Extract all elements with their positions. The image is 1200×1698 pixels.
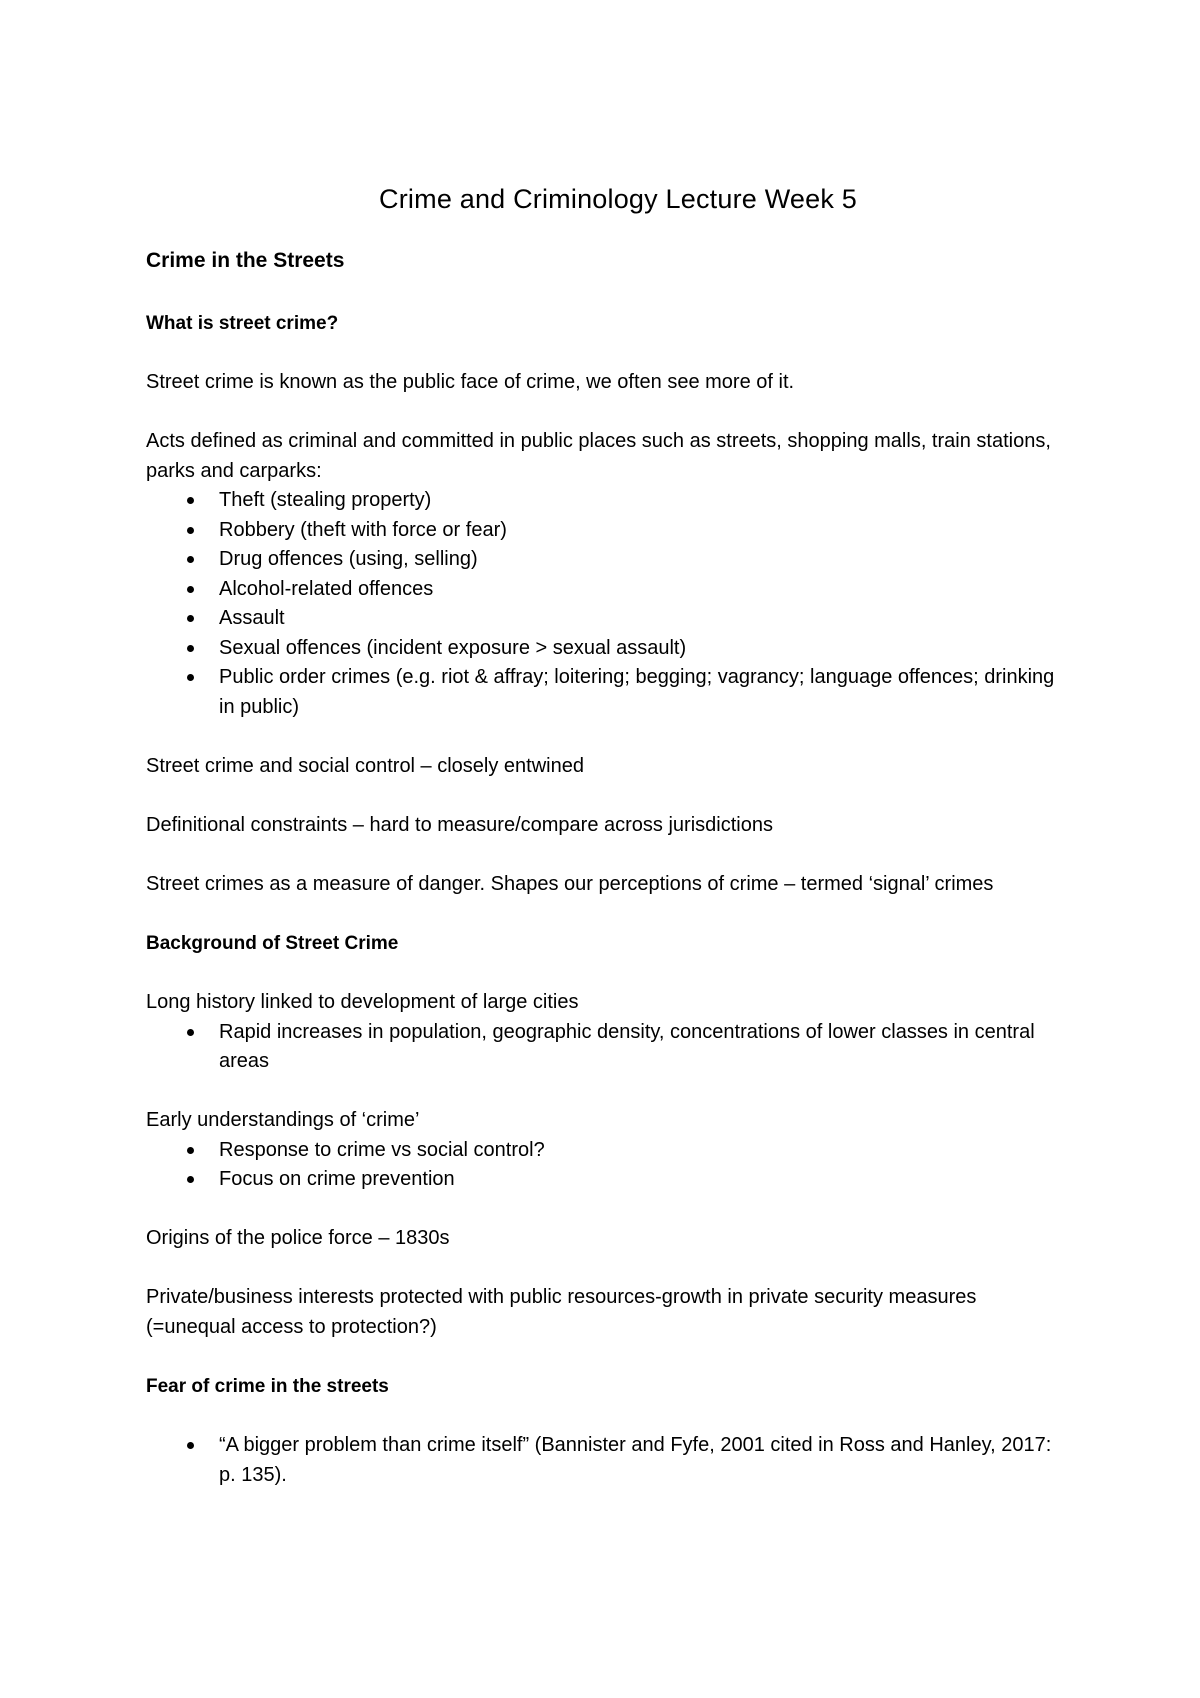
list-item: Sexual offences (incident exposure > sexual assault) bbox=[146, 634, 1070, 664]
crime-types-list bbox=[146, 486, 1070, 722]
spacer bbox=[146, 1254, 1070, 1284]
bullet-icon bbox=[187, 615, 194, 622]
bullet-icon bbox=[187, 556, 194, 563]
list-item: Theft (stealing property) bbox=[146, 486, 1070, 516]
understandings-list bbox=[146, 1136, 1070, 1195]
paragraph-signal-crimes: Street crimes as a measure of danger. Shapes our perceptions of crime – termed ‘signal’ crimes bbox=[146, 872, 994, 895]
paragraph-private-interests: Private/business interests protected with public resources-growth in private security measures (=unequal access to protection?) bbox=[146, 1286, 977, 1338]
list-item: Rapid increases in population, geographic density, concentrations of lower classes in central areas bbox=[146, 1018, 1070, 1077]
bullet-icon bbox=[187, 497, 194, 504]
spacer bbox=[146, 279, 1070, 309]
spacer bbox=[146, 959, 1070, 989]
list-item: Drug offences (using, selling) bbox=[146, 545, 1070, 575]
history-list bbox=[146, 1018, 1070, 1077]
spacer bbox=[146, 840, 1070, 870]
paragraph-long-history: Long history linked to development of large cities bbox=[146, 991, 579, 1013]
list-item: Response to crime vs social control? bbox=[146, 1136, 1070, 1166]
list-item: Public order crimes (e.g. riot & affray; loitering; begging; vagrancy; language offences; drinking in public) bbox=[146, 663, 1070, 722]
bullet-icon bbox=[187, 1029, 194, 1036]
paragraph-early-understandings: Early understandings of ‘crime’ bbox=[146, 1109, 420, 1131]
paragraph-police-origins: Origins of the police force – 1830s bbox=[146, 1227, 450, 1249]
paragraph-definitional: Definitional constraints – hard to measure/compare across jurisdictions bbox=[146, 813, 773, 836]
bullet-icon bbox=[187, 1147, 194, 1154]
paragraph-public-face: Street crime is known as the public face of crime, we often see more of it. bbox=[146, 371, 795, 393]
spacer bbox=[146, 899, 1070, 929]
bullet-icon bbox=[187, 527, 194, 534]
list-item: Assault bbox=[146, 604, 1070, 634]
background-heading: Background of Street Crime bbox=[146, 932, 399, 954]
spacer bbox=[146, 722, 1070, 752]
question-heading: What is street crime? bbox=[146, 312, 339, 334]
bullet-icon bbox=[187, 1442, 194, 1449]
spacer bbox=[146, 398, 1070, 428]
spacer bbox=[146, 781, 1070, 811]
list-item: Focus on crime prevention bbox=[146, 1165, 1070, 1195]
bullet-icon bbox=[187, 1176, 194, 1183]
spacer bbox=[146, 339, 1070, 369]
paragraph-acts-defined: Acts defined as criminal and committed in public places such as streets, shopping malls, train stations, parks and carparks: bbox=[146, 430, 1051, 482]
list-item: Alcohol-related offences bbox=[146, 575, 1070, 605]
spacer bbox=[146, 1077, 1070, 1107]
list-item: “A bigger problem than crime itself” (Bannister and Fyfe, 2001 cited in Ross and Hanley, 2017: p. 135). bbox=[146, 1431, 1070, 1490]
bullet-icon bbox=[187, 674, 194, 681]
spacer bbox=[146, 1402, 1070, 1432]
bullet-icon bbox=[187, 645, 194, 652]
fear-list bbox=[146, 1431, 1070, 1490]
spacer bbox=[146, 1195, 1070, 1225]
paragraph-social-control: Street crime and social control – closely entwined bbox=[146, 754, 584, 777]
spacer bbox=[146, 1342, 1070, 1372]
bullet-icon bbox=[187, 586, 194, 593]
fear-heading: Fear of crime in the streets bbox=[146, 1375, 389, 1397]
document-title: Crime and Criminology Lecture Week 5 bbox=[379, 184, 857, 214]
section-heading: Crime in the Streets bbox=[146, 249, 345, 272]
list-item: Robbery (theft with force or fear) bbox=[146, 516, 1070, 546]
